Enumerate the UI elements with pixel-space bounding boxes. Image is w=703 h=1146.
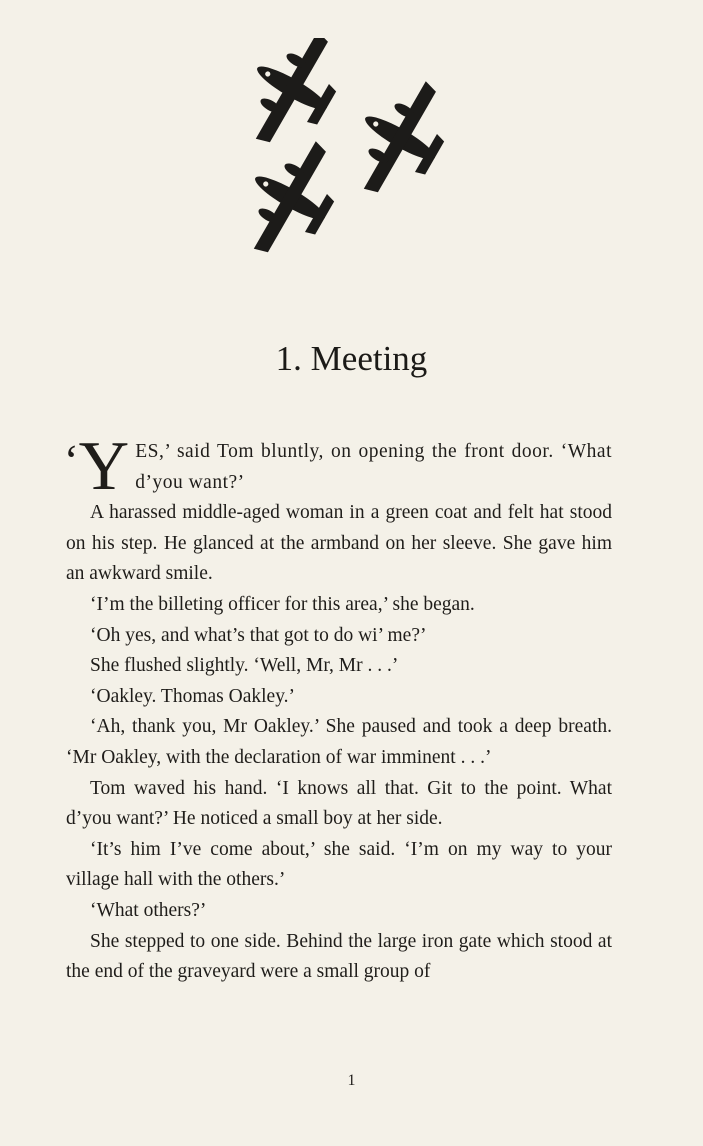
bomber-planes-illustration xyxy=(210,38,480,258)
chapter-title-text: Meeting xyxy=(310,339,428,378)
paragraph: ‘Oh yes, and what’s that got to do wi’ me?’ xyxy=(90,624,427,646)
chapter-heading xyxy=(0,335,703,383)
paragraph: ‘Oakley. Thomas Oakley.’ xyxy=(90,685,296,707)
page-number: 1 xyxy=(347,1072,356,1089)
chapter-number: 1. xyxy=(275,339,302,378)
paragraph: ‘I’m the billeting officer for this area,’ she began. xyxy=(90,593,475,615)
paragraph: ‘Y ES,’ said Tom bluntly, on opening the front door. ‘What d’you want?’ xyxy=(64,428,612,505)
chapter-body xyxy=(64,428,612,988)
plane-icon xyxy=(224,124,355,258)
plane-icon xyxy=(226,38,357,162)
paragraph: A harassed middle-aged woman in a green coat and felt hat stood on his step. He glanced at the armband on her sleeve. She gave him an awkward smile. xyxy=(66,502,612,585)
paragraph: ‘What others?’ xyxy=(90,899,207,921)
plane-icon xyxy=(334,64,465,211)
paragraph: ‘Ah, thank you, Mr Oakley.’ She paused and took a deep breath. ‘Mr Oakley, with the declaration of war imminent . . .’ xyxy=(66,716,612,768)
paragraph: She flushed slightly. ‘Well, Mr, Mr . . .’ xyxy=(90,655,399,677)
paragraph: ‘It’s him I’ve come about,’ she said. ‘I’m on my way to your village hall with the others.’ xyxy=(66,838,612,891)
drop-cap: ‘Y xyxy=(64,428,130,505)
paragraph: She stepped to one side. Behind the large iron gate which stood at the end of the graveyard were a small group of xyxy=(66,930,612,983)
paragraph: Tom waved his hand. ‘I knows all that. Git to the point. What d’you want?’ He noticed a small boy at her side. xyxy=(66,777,612,830)
